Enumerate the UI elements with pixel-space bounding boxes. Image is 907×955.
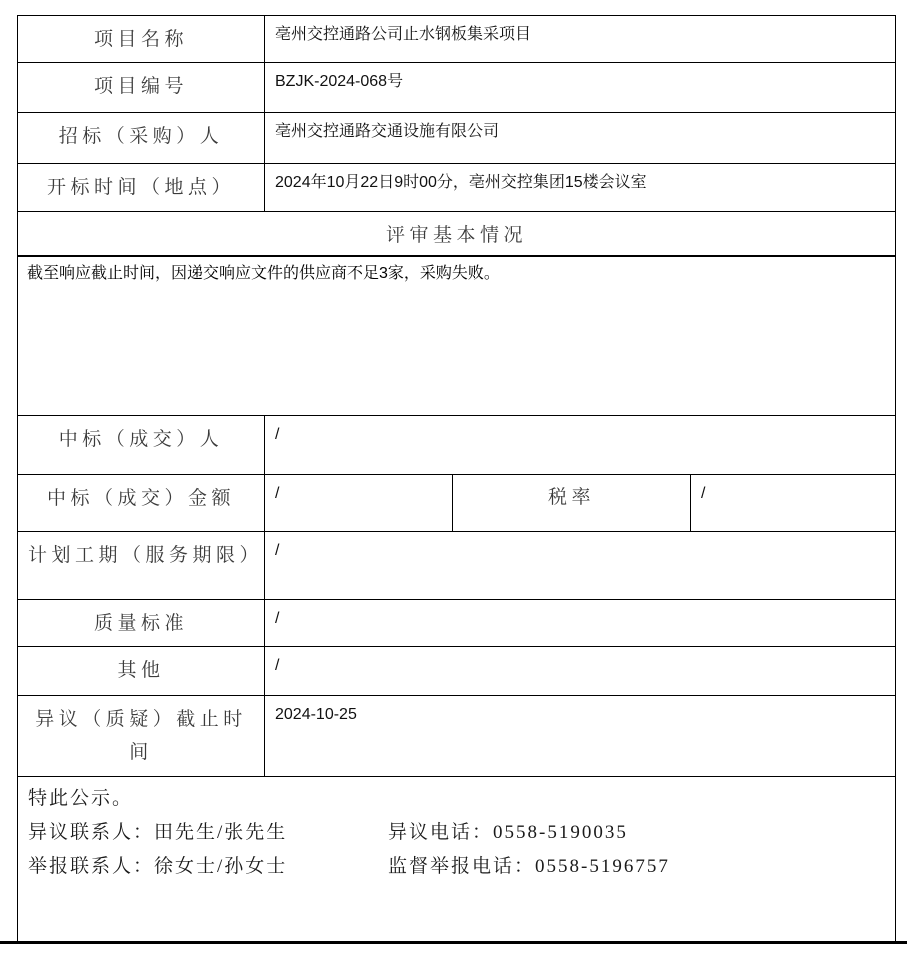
- tax-rate-value: /: [701, 485, 706, 502]
- quality-standard-value: /: [275, 610, 280, 627]
- objection-phone: 异议电话：0558-5190035: [388, 822, 628, 843]
- planned-period-value: /: [275, 542, 280, 559]
- purchaser-value: 亳州交控通路交通设施有限公司: [275, 123, 500, 140]
- report-phone: 监督举报电话：0558-5196757: [388, 856, 670, 877]
- objection-contact-line: [28, 816, 885, 850]
- table-row: [18, 475, 895, 532]
- award-amount-value: /: [265, 475, 453, 531]
- table-row: [18, 164, 895, 212]
- table-row: [18, 16, 895, 63]
- project-number-label: 项目编号: [18, 63, 265, 112]
- objection-deadline-label: 异议（质疑）截止时间: [18, 696, 265, 776]
- winner-value: /: [275, 426, 280, 443]
- report-contact-line: [28, 850, 885, 884]
- review-result-text: 截至响应截止时间，因递交响应文件的供应商不足3家，采购失败。: [18, 257, 895, 416]
- bid-opening-label: 开标时间（地点）: [18, 164, 265, 211]
- footer-block: [18, 777, 895, 942]
- tax-rate-label: 税率: [453, 475, 691, 531]
- table-row: [18, 532, 895, 600]
- bid-opening-value: 2024年10月22日9时00分，亳州交控集团15楼会议室: [275, 174, 647, 191]
- review-section-header: 评审基本情况: [18, 212, 895, 257]
- report-contact: 举报联系人：徐女士/孙女士: [28, 856, 288, 877]
- objection-deadline-value: 2024-10-25: [275, 706, 357, 723]
- other-value: /: [275, 657, 280, 674]
- planned-period-label: 计划工期（服务期限）: [18, 532, 265, 599]
- purchaser-label: 招标（采购）人: [18, 113, 265, 163]
- table-row: [18, 416, 895, 475]
- announcement-table: [17, 15, 896, 942]
- other-label: 其他: [18, 647, 265, 695]
- winner-label: 中标（成交）人: [18, 416, 265, 474]
- page-bottom-rule: [0, 941, 907, 944]
- table-row: [18, 600, 895, 647]
- quality-standard-label: 质量标准: [18, 600, 265, 646]
- award-amount-label: 中标（成交）金额: [18, 475, 265, 531]
- notice-text: 特此公示。: [28, 788, 134, 809]
- table-row: [18, 63, 895, 113]
- table-row: [18, 113, 895, 164]
- project-name-value: 亳州交控通路公司止水钢板集采项目: [275, 26, 532, 43]
- table-row: [18, 696, 895, 777]
- project-name-label: 项目名称: [18, 16, 265, 62]
- objection-contact: 异议联系人：田先生/张先生: [28, 822, 288, 843]
- table-row: [18, 647, 895, 696]
- project-number-value: BZJK-2024-068号: [275, 73, 404, 90]
